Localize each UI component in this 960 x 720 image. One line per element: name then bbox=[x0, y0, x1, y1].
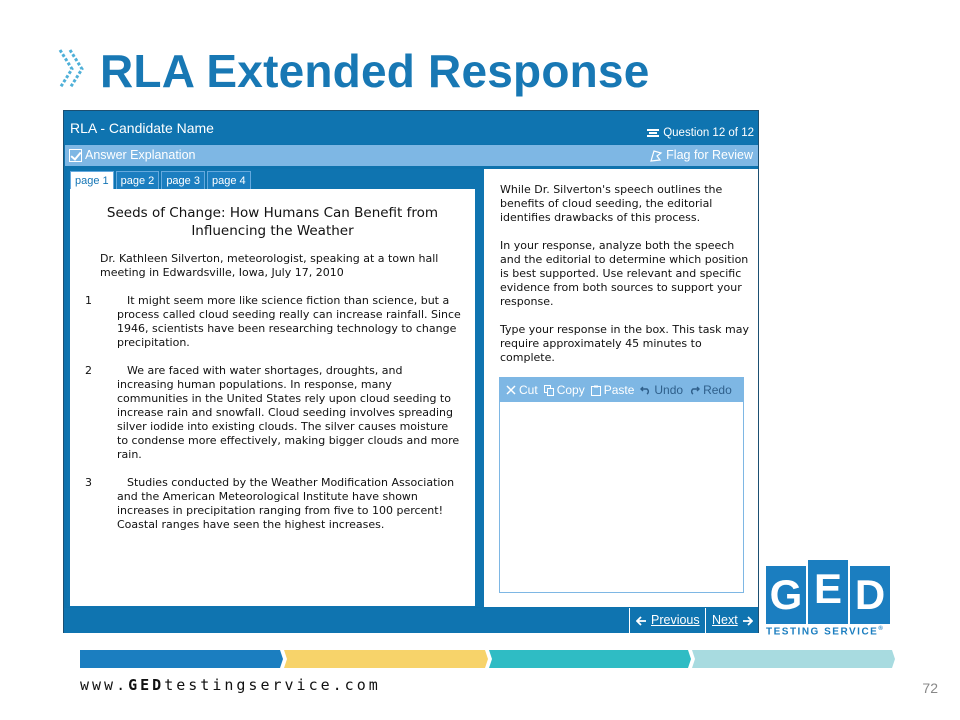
passage-paragraph bbox=[70, 476, 475, 532]
page-number: 72 bbox=[922, 680, 938, 696]
undo-label: Undo bbox=[654, 383, 684, 397]
passage-paragraph bbox=[70, 364, 475, 462]
paragraph-number: 3 bbox=[85, 476, 92, 489]
passage-title: Seeds of Change: How Humans Can Benefit from Influencing the Weather bbox=[106, 205, 439, 239]
prompt-paragraph: In your response, analyze both the speech and the editorial to determine which position is best supported. Use relevant and specific evidence from both sources to support your response. bbox=[500, 239, 749, 308]
cut-button[interactable] bbox=[506, 383, 538, 397]
paste-icon bbox=[591, 385, 601, 396]
paragraph-number: 2 bbox=[85, 364, 92, 377]
color-bar-1 bbox=[80, 650, 283, 668]
paragraph-number: 1 bbox=[85, 294, 92, 307]
copy-icon bbox=[544, 385, 554, 396]
tab-page-3[interactable]: page 3 bbox=[161, 171, 205, 189]
logo-letter: E bbox=[808, 560, 848, 624]
paragraph-text: Studies conducted by the Weather Modification Association and the American Meteorological Institute have shown increases in precipitation ranging from five to 100 percent! Coastal ranges have seen the highest increases. bbox=[117, 476, 455, 531]
answer-explanation-label: Answer Explanation bbox=[85, 148, 196, 162]
url-brand: GED bbox=[128, 676, 165, 694]
paste-label: Paste bbox=[603, 383, 635, 397]
scissors-icon bbox=[506, 385, 516, 395]
tab-page-4[interactable]: page 4 bbox=[207, 171, 251, 189]
previous-button[interactable] bbox=[629, 608, 706, 633]
redo-button[interactable] bbox=[689, 383, 732, 397]
checkbox-icon bbox=[69, 149, 82, 162]
url-suffix: testingservice.com bbox=[164, 676, 381, 694]
color-bar-2 bbox=[284, 650, 488, 668]
logo-letter: D bbox=[850, 566, 890, 624]
prompt-text bbox=[500, 183, 750, 379]
copy-label: Copy bbox=[556, 383, 585, 397]
pane-divider[interactable] bbox=[475, 169, 484, 607]
question-list-icon bbox=[647, 128, 659, 138]
flag-label: Flag for Review bbox=[666, 148, 753, 162]
response-editor bbox=[499, 377, 744, 593]
redo-label: Redo bbox=[703, 383, 732, 397]
prompt-paragraph: Type your response in the box. This task may require approximately 45 minutes to complete. bbox=[500, 323, 749, 364]
slide-title: RLA Extended Response bbox=[100, 45, 650, 97]
test-window bbox=[63, 110, 759, 633]
question-counter bbox=[647, 127, 754, 139]
color-bar-3 bbox=[489, 650, 691, 668]
flag-for-review-button[interactable] bbox=[649, 148, 753, 162]
navigation-bar bbox=[64, 608, 758, 633]
next-label: Next bbox=[712, 613, 738, 627]
question-counter-text: Question 12 of 12 bbox=[663, 127, 754, 139]
flag-icon bbox=[649, 149, 663, 162]
logo-letter: G bbox=[766, 566, 806, 624]
paragraph-text: It might seem more like science fiction than science, but a process called cloud seeding really can increase rainfall. Since 1946, scientists have been researching technology to change precipitation. bbox=[117, 294, 461, 349]
passage-paragraph bbox=[70, 294, 475, 350]
passage-content bbox=[70, 189, 475, 606]
response-textarea[interactable] bbox=[500, 402, 743, 592]
editor-toolbar bbox=[500, 378, 743, 402]
undo-button[interactable] bbox=[640, 383, 683, 397]
tab-page-1[interactable]: page 1 bbox=[70, 171, 114, 189]
title-bar bbox=[64, 111, 758, 144]
passage-tabs bbox=[70, 171, 251, 189]
prompt-paragraph: While Dr. Silverton's speech outlines the benefits of cloud seeding, the editorial identifies drawbacks of this process. bbox=[500, 183, 723, 224]
undo-icon bbox=[640, 385, 651, 395]
passage-pane bbox=[67, 169, 475, 607]
paragraph-text: We are faced with water shortages, droughts, and increasing human populations. In response, many communities in the United States rely upon cloud seeding to increase rain and snowfall. Cloud seeding involves spreading silver iodide into existing clouds. The silver causes moisture to condense more effectively, making bigger clouds and more rain. bbox=[117, 364, 460, 461]
arrow-left-icon bbox=[636, 616, 647, 626]
previous-label: Previous bbox=[651, 613, 700, 627]
logo-subtitle-text: TESTING SERVICE bbox=[766, 626, 879, 638]
tab-page-2[interactable]: page 2 bbox=[116, 171, 160, 189]
chevron-decoration-icon bbox=[56, 48, 86, 90]
response-pane bbox=[484, 169, 758, 607]
app-title: RLA - Candidate Name bbox=[70, 120, 214, 136]
copy-button[interactable] bbox=[544, 383, 585, 397]
arrow-right-icon bbox=[742, 616, 753, 626]
next-button[interactable] bbox=[705, 608, 759, 633]
url-prefix: www. bbox=[80, 676, 129, 694]
ged-logo bbox=[766, 566, 896, 644]
redo-icon bbox=[689, 385, 700, 395]
passage-byline: Dr. Kathleen Silverton, meteorologist, speaking at a town hall meeting in Edwardsville, Iowa, July 17, 2010 bbox=[100, 252, 439, 279]
paste-button[interactable] bbox=[591, 383, 635, 397]
cut-label: Cut bbox=[519, 383, 538, 397]
logo-subtitle: TESTING SERVICE® bbox=[766, 626, 885, 638]
color-bars bbox=[80, 650, 895, 668]
color-bar-4 bbox=[692, 650, 895, 668]
toolbar bbox=[65, 145, 758, 166]
answer-explanation-toggle[interactable] bbox=[69, 148, 195, 162]
website-url[interactable] bbox=[80, 676, 381, 694]
passage-paragraphs bbox=[70, 294, 475, 532]
logo-letters bbox=[766, 566, 896, 624]
